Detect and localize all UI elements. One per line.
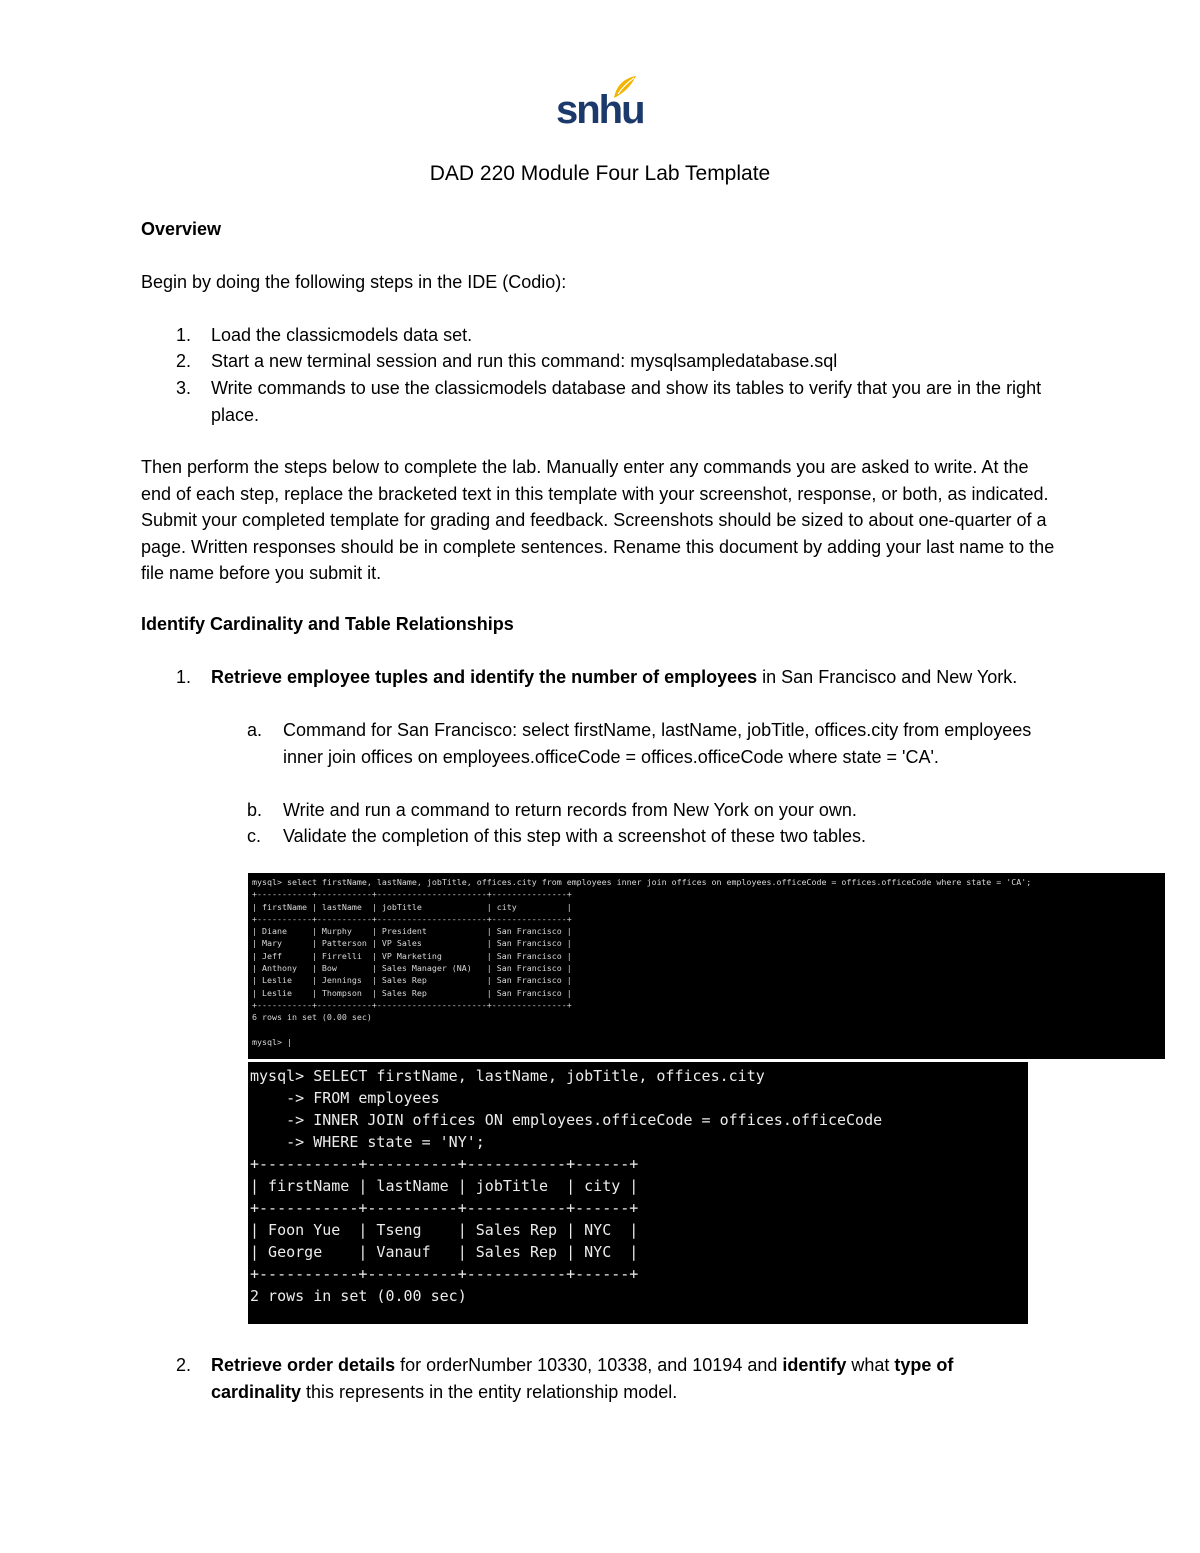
terminal-line: +-----------+-----------+----------------------+---------------+ [252, 999, 572, 1010]
terminal-output-ca [248, 873, 1165, 1051]
step-number: 3. [176, 378, 192, 398]
step-number: 2. [176, 351, 192, 371]
item2-text-part: for orderNumber 10330, 10338, and 10194 and [395, 1355, 783, 1375]
item-number: 2. [176, 1355, 192, 1375]
sub-text: Write and run a command to return records from New York on your own. [283, 800, 857, 820]
terminal-screenshot-ny [248, 1062, 1028, 1324]
terminal-line: +-----------+-----------+----------------------+---------------+ [252, 913, 572, 924]
terminal-line: mysql> select firstName, lastName, jobTitle, offices.city from employees inner join offices on employees.officeCode = offices.officeCode where state = 'CA'; [252, 877, 1032, 887]
item-number: 1. [176, 667, 192, 687]
terminal-line: +-----------+----------+-----------+------+ [250, 1265, 639, 1283]
item1-rest: in San Francisco and New York. [757, 667, 1018, 687]
sub-text: Validate the completion of this step with a screenshot of these two tables. [283, 826, 866, 846]
overview-heading: Overview [141, 219, 222, 239]
instructions-paragraph: Then perform the steps below to complete the lab. Manually enter any commands you are asked to write. At the end of each step, replace the bracketed text in this template with your screenshot, response, or both, as indicated. Submit your completed template for grading and feedback. Screenshots should be sized to about one-quarter of a page. Written responses should be in complete sentences. Rename this document by adding your last name to the file name before you submit it. [141, 457, 1055, 583]
terminal-line: mysql> SELECT firstName, lastName, jobTitle, offices.city [250, 1067, 765, 1085]
item2-text [211, 1352, 1041, 1405]
item1-bold: Retrieve employee tuples and identify the number of employees [211, 667, 758, 687]
sub-letter: b. [247, 800, 263, 820]
terminal-line: 6 rows in set (0.00 sec) [252, 1012, 372, 1023]
terminal-line: | Leslie | Jennings | Sales Rep | San Francisco | [252, 975, 572, 986]
terminal-line: | firstName | lastName | jobTitle | city | [252, 901, 572, 912]
terminal-line: | Leslie | Thompson | Sales Rep | San Francisco | [252, 987, 572, 998]
snhu-logo [556, 74, 646, 134]
terminal-screenshot-ca [248, 873, 1165, 1059]
sub-text: Command for San Francisco: select firstName, lastName, jobTitle, offices.city from employees inner join offices on employees.officeCode = offices.officeCode where state = 'CA'. [283, 720, 1032, 767]
terminal-line: | Foon Yue | Tseng | Sales Rep | NYC | [250, 1221, 639, 1239]
item2-bold: identify [782, 1355, 847, 1375]
sub-letter: c. [247, 826, 262, 846]
item2-bold: Retrieve order details [211, 1355, 396, 1375]
item2-bold: type of cardinality [211, 1355, 954, 1402]
item2-text-part: this represents in the entity relationship model. [301, 1381, 678, 1402]
document-title: DAD 220 Module Four Lab Template [429, 162, 771, 185]
terminal-line: -> WHERE state = 'NY'; [250, 1133, 485, 1151]
step-text: Write commands to use the classicmodels database and show its tables to verify that you are in the right place. [211, 378, 1042, 425]
terminal-line: | Jeff | Firrelli | VP Marketing | San Francisco | [252, 950, 572, 961]
terminal-line: 2 rows in set (0.00 sec) [250, 1287, 467, 1305]
terminal-line: -> INNER JOIN offices ON employees.officeCode = offices.officeCode [250, 1111, 883, 1129]
terminal-line: +-----------+-----------+----------------------+---------------+ [252, 889, 572, 900]
item1-text [211, 664, 1031, 691]
terminal-line: +-----------+----------+-----------+------+ [250, 1199, 639, 1217]
overview-intro: Begin by doing the following steps in the IDE (Codio): [141, 272, 567, 292]
step-text: Load the classicmodels data set. [211, 325, 473, 345]
terminal-line: -> FROM employees [250, 1089, 440, 1107]
terminal-line: | Anthony | Bow | Sales Manager (NA) | San Francisco | [252, 963, 572, 974]
terminal-line: | Diane | Murphy | President | San Francisco | [252, 926, 572, 937]
terminal-line: | firstName | lastName | jobTitle | city | [250, 1177, 639, 1195]
item2-text-part: what [846, 1355, 895, 1375]
step-text: Start a new terminal session and run this command: mysqlsampledatabase.sql [211, 351, 838, 371]
terminal-line: | Mary | Patterson | VP Sales | San Francisco | [252, 938, 572, 949]
terminal-line: +-----------+----------+-----------+------+ [250, 1155, 639, 1173]
section-heading: Identify Cardinality and Table Relationships [141, 614, 514, 634]
terminal-output-ny [248, 1062, 1028, 1310]
step-number: 1. [176, 325, 192, 345]
sub-letter: a. [247, 720, 263, 740]
terminal-line: | George | Vanauf | Sales Rep | NYC | [250, 1243, 639, 1261]
logo-text: snhu [556, 88, 644, 132]
leaf-icon [610, 74, 638, 100]
terminal-line: mysql> | [252, 1036, 292, 1047]
